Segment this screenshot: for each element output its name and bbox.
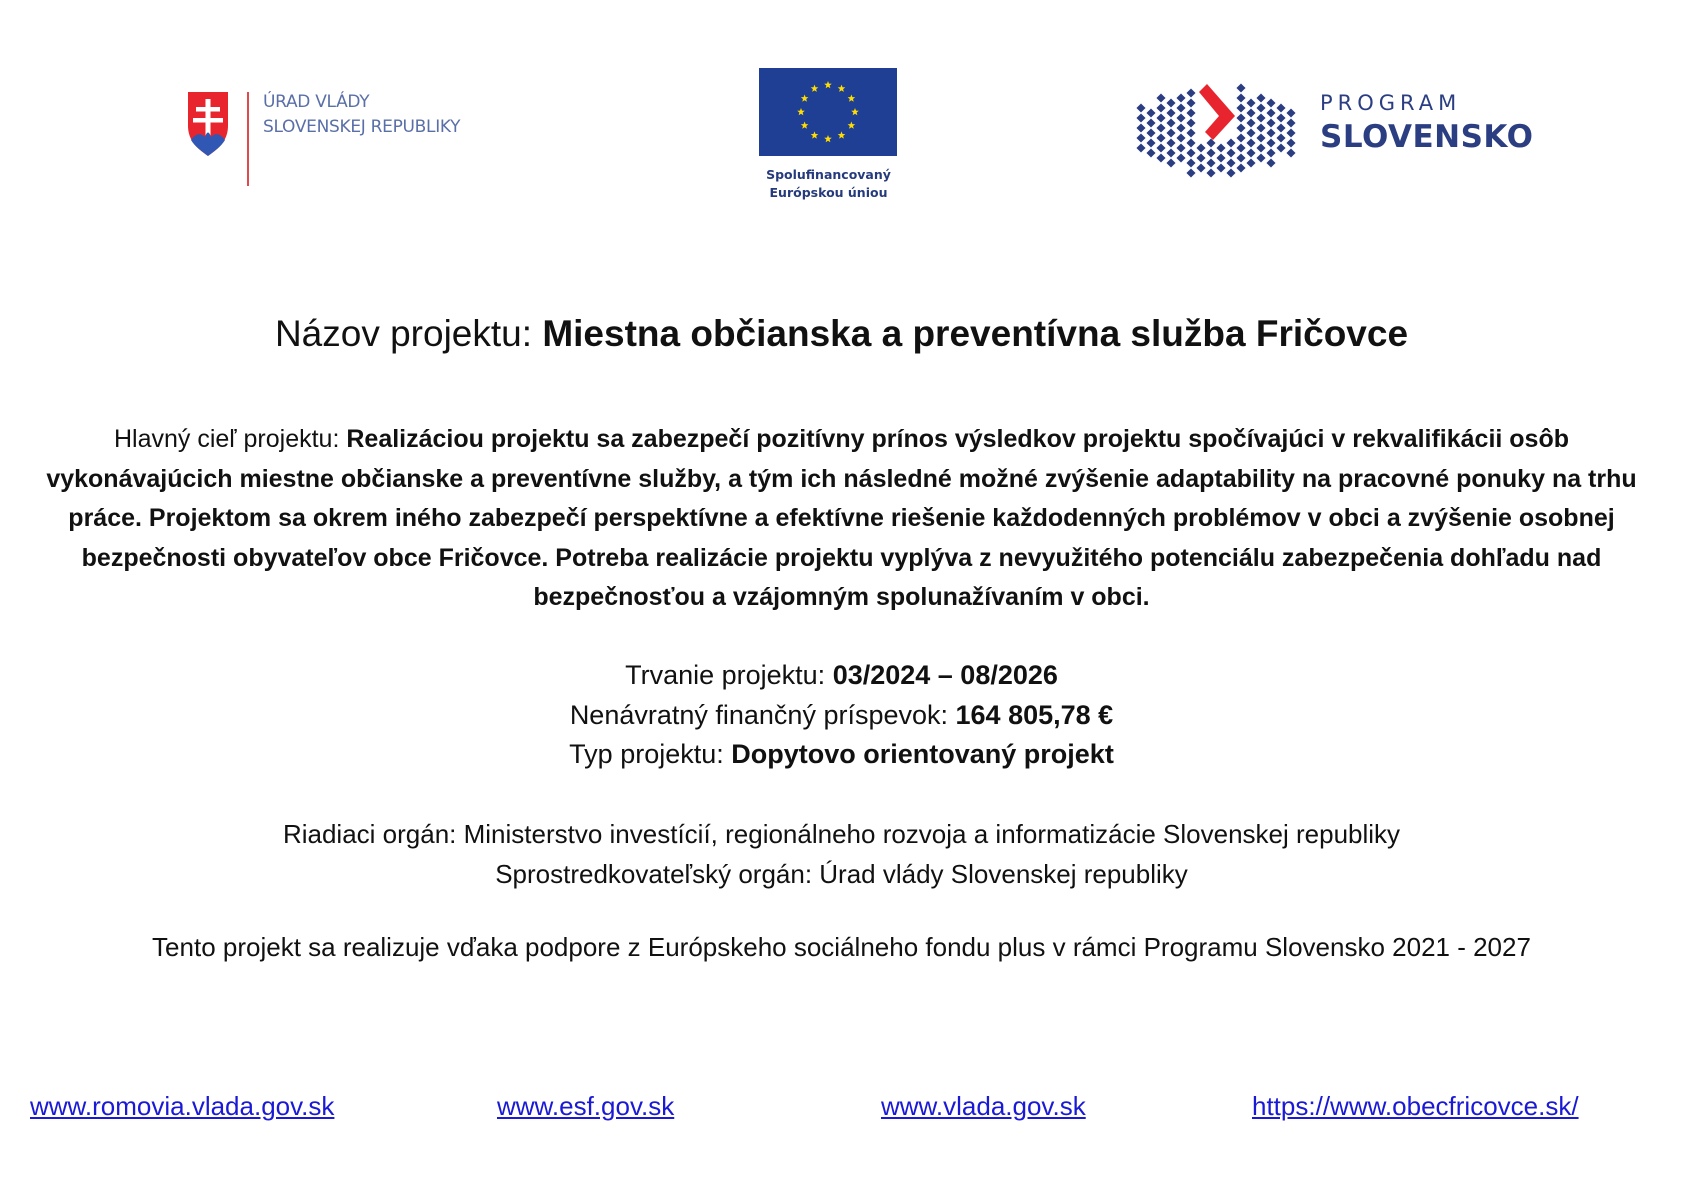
emblem-dot [1286, 118, 1295, 127]
emblem-dot [1236, 103, 1245, 112]
emblem-dot [1166, 98, 1175, 107]
emblem-dot [1226, 158, 1235, 167]
emblem-dot [1206, 148, 1215, 157]
emblem-dot [1186, 118, 1195, 127]
emblem-dot [1266, 118, 1275, 127]
emblem-dot [1196, 163, 1205, 172]
emblem-dot [1186, 108, 1195, 117]
program-slovensko-emblem-icon [1135, 78, 1310, 178]
emblem-dot [1216, 153, 1225, 162]
emblem-dot [1216, 163, 1225, 172]
link-esf[interactable]: www.esf.gov.sk [497, 1091, 675, 1121]
emblem-dot [1166, 158, 1175, 167]
type-value: Dopytovo orientovaný projekt [731, 739, 1114, 769]
intermediate-body: Sprostredkovateľský orgán: Úrad vlády Slovenskej republiky [495, 858, 1188, 889]
emblem-dot [1186, 98, 1195, 107]
emblem-dot [1146, 108, 1155, 117]
urad-line-2: SLOVENSKEJ REPUBLIKY [263, 117, 461, 137]
emblem-dot [1186, 128, 1195, 137]
emblem-dot [1186, 158, 1195, 167]
slovensko-word: SLOVENSKO [1320, 119, 1534, 155]
emblem-dot [1266, 98, 1275, 107]
emblem-dot [1266, 158, 1275, 167]
link-vlada[interactable]: www.vlada.gov.sk [881, 1091, 1086, 1121]
emblem-dot [1276, 123, 1285, 132]
emblem-dot [1176, 153, 1185, 162]
emblem-dot [1246, 158, 1255, 167]
emblem-dot [1196, 153, 1205, 162]
emblem-dot [1246, 128, 1255, 137]
urad-divider [247, 92, 249, 186]
emblem-dot [1216, 143, 1225, 152]
emblem-dot [1176, 113, 1185, 122]
emblem-dot [1286, 108, 1295, 117]
eu-flag-icon [759, 68, 897, 156]
urad-vlady-logo [185, 90, 485, 190]
footer-links [0, 1091, 1683, 1131]
emblem-dot [1286, 128, 1295, 137]
managing-body: Riadiaci orgán: Ministerstvo investícií, regionálneho rozvoja a informatizácie Slovenskej republiky [282, 819, 1401, 849]
duration-value: 03/2024 – 08/2026 [832, 660, 1058, 690]
emblem-dot [1136, 133, 1145, 142]
emblem-dot [1166, 108, 1175, 117]
emblem-dot [1226, 168, 1235, 177]
project-duration [0, 656, 1683, 696]
emblem-dot [1246, 138, 1255, 147]
eu-logo [756, 68, 901, 208]
emblem-dot [1286, 148, 1295, 157]
grant-value: 164 805,78 € [955, 699, 1114, 730]
emblem-dot [1236, 83, 1245, 92]
emblem-dot [1226, 138, 1235, 147]
emblem-dot [1196, 143, 1205, 152]
emblem-dot [1276, 103, 1285, 112]
emblem-dot [1266, 128, 1275, 137]
emblem-dot [1236, 93, 1245, 102]
emblem-dot [1256, 93, 1265, 102]
emblem-dot [1256, 143, 1265, 152]
emblem-dot [1236, 153, 1245, 162]
emblem-dot [1156, 103, 1165, 112]
emblem-dot [1176, 93, 1185, 102]
emblem-dot [1156, 93, 1165, 102]
emblem-dot [1226, 148, 1235, 157]
emblem-dot [1256, 113, 1265, 122]
emblem-dot [1166, 118, 1175, 127]
emblem-dot [1266, 138, 1275, 147]
project-bodies [0, 815, 1683, 894]
emblem-dot [1246, 108, 1255, 117]
emblem-dot [1156, 143, 1165, 152]
emblem-dot [1146, 128, 1155, 137]
emblem-dot [1206, 168, 1215, 177]
program-slovensko-logo [1135, 78, 1535, 178]
emblem-dot [1266, 108, 1275, 117]
emblem-dot [1266, 148, 1275, 157]
logo-row [0, 60, 1683, 220]
eu-caption [756, 166, 901, 202]
project-goal-label: Hlavný cieľ projektu: [113, 425, 347, 453]
emblem-dot [1166, 138, 1175, 147]
slovak-coat-of-arms-icon [185, 90, 231, 158]
emblem-dot [1156, 123, 1165, 132]
link-romovia[interactable]: www.romovia.vlada.gov.sk [30, 1091, 335, 1121]
emblem-dot [1256, 153, 1265, 162]
emblem-dot [1236, 163, 1245, 172]
emblem-dot [1276, 113, 1285, 122]
emblem-dot [1136, 143, 1145, 152]
program-word: PROGRAM [1320, 91, 1462, 115]
emblem-dot [1186, 88, 1195, 97]
project-goal-value: Realizáciou projektu sa zabezpečí pozitívny prínos výsledkov projektu spočívajúci v rekvalifikácii osôb vykonávajúcich miestne občianske a preventívne služby, a tým ich následné možné zvýšenie adaptability na pracovné ponuky na trhu práce. Projektom sa okrem iného zabezpečí perspektívne a efektívne riešenie každodenných problémov v obci a zvýšenie osobnej bezpečnosti obyvateľov obce Fričovce. Potreba realizácie projektu vyplýva z nevyužitého potenciálu zabezpečenia dohľadu nad bezpečnosťou a vzájomným spolunažívaním v obci. [46, 425, 1637, 611]
project-name-label: Názov projektu: [274, 313, 543, 354]
emblem-dot [1256, 123, 1265, 132]
type-label: Typ projektu: [569, 739, 732, 769]
emblem-dot [1156, 133, 1165, 142]
emblem-dot [1256, 103, 1265, 112]
emblem-dot [1186, 168, 1195, 177]
urad-line-1: ÚRAD VLÁDY [263, 92, 370, 112]
emblem-dot [1176, 143, 1185, 152]
project-name-value: Miestna občianska a preventívna služba Fričovce [542, 313, 1409, 354]
emblem-dot [1136, 113, 1145, 122]
emblem-dot [1166, 148, 1175, 157]
duration-label: Trvanie projektu: [625, 660, 833, 690]
emblem-dot [1236, 133, 1245, 142]
emblem-dot [1286, 138, 1295, 147]
emblem-dot [1136, 103, 1145, 112]
project-grant [0, 696, 1683, 736]
emblem-dot [1156, 153, 1165, 162]
emblem-dot [1206, 138, 1215, 147]
project-info [0, 656, 1683, 775]
eu-caption-line-1: Spolufinancovaný [766, 167, 891, 182]
emblem-dot [1176, 123, 1185, 132]
emblem-dot [1236, 123, 1245, 132]
eu-caption-line-2: Európskou úniou [769, 185, 888, 200]
emblem-dot [1176, 133, 1185, 142]
emblem-dot [1246, 118, 1255, 127]
emblem-dot [1176, 103, 1185, 112]
link-obec-fricovce[interactable]: https://www.obecfricovce.sk/ [1252, 1091, 1579, 1121]
urad-vlady-text [263, 90, 483, 140]
emblem-dot [1206, 158, 1215, 167]
emblem-dot [1256, 133, 1265, 142]
emblem-dot [1156, 113, 1165, 122]
emblem-dot [1276, 133, 1285, 142]
emblem-dot [1146, 118, 1155, 127]
grant-label: Nenávratný finančný príspevok: [569, 699, 956, 730]
funding-note: Tento projekt sa realizuje vďaka podpore z Európskeho sociálneho fondu plus v rámci Programu Slovensko 2021 - 2027 [152, 932, 1531, 962]
project-type [0, 735, 1683, 775]
emblem-dot [1246, 98, 1255, 107]
emblem-dot [1236, 113, 1245, 122]
project-title [0, 313, 1683, 355]
emblem-dot [1146, 148, 1155, 157]
emblem-dot [1186, 138, 1195, 147]
emblem-dot [1136, 123, 1145, 132]
emblem-dot [1246, 148, 1255, 157]
emblem-dot [1146, 138, 1155, 147]
emblem-dot [1186, 148, 1195, 157]
emblem-dot [1166, 128, 1175, 137]
emblem-dot [1236, 143, 1245, 152]
emblem-dot [1276, 143, 1285, 152]
project-goal [40, 420, 1643, 618]
